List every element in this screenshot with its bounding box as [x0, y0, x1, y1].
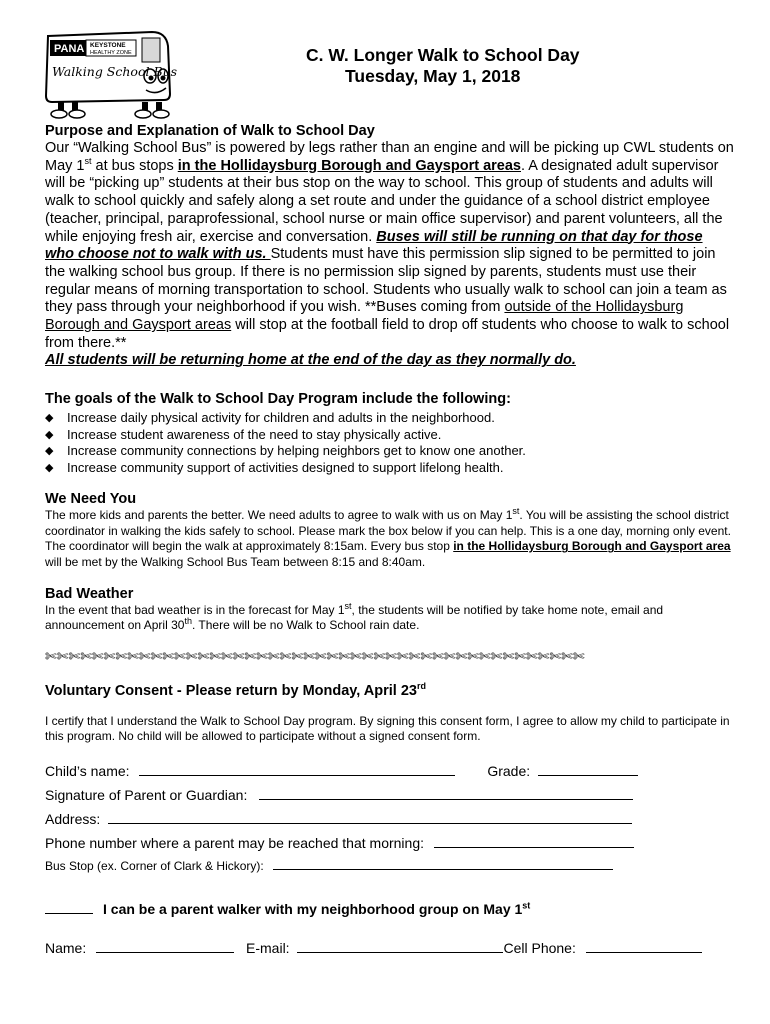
purpose-p2: . A designated adult supervisor will be “picking up” students at their bus stop on the way to school. This group of students and adults will walk to school quickly and safely along a set route and under the guidance of a school district employee (teacher, principal, paraprofessional, school nurse or main office supervisor) and parent volunteers, all the while enjoying fresh air, exercise and conversation.	[45, 157, 723, 245]
title-line1: C. W. Longer Walk to School Day	[306, 45, 580, 65]
purpose-p1: Our “Walking School Bus” is powered by legs rather than an engine and will be picking up CWL students on May 1	[45, 140, 734, 174]
purpose-p3: Students must have this permission slip signed to be permitted to join the walking school bus group. If there is no permission slip signed by parents, students must use their regular means of morning transportation to school. Students who usually walk to school can join a team as they pass through your neighborhood if you wish.	[45, 246, 727, 316]
bus-stop-label: Bus Stop (ex. Corner of Clark & Hickory):	[45, 858, 264, 873]
purpose-outside-area: outside of the Hollidaysburg Borough and Gaysport areas	[45, 299, 684, 334]
parent-walker-checkbox[interactable]	[45, 899, 93, 914]
parent-walker-text: I can be a parent walker with my neighborhood group on May 1	[103, 900, 523, 917]
need-heading: We Need You	[45, 491, 137, 508]
purpose-p1-sup: st	[84, 155, 92, 166]
name-label: Name:	[45, 939, 87, 956]
signature-row	[45, 785, 735, 809]
buses-running-note: Buses will still be running on that day for those who choose not to walk with us.	[45, 228, 703, 263]
email-label: E-mail:	[246, 939, 290, 956]
purpose-paragraph	[45, 140, 735, 370]
phone-field[interactable]	[434, 833, 634, 848]
bus-illustration	[42, 20, 182, 120]
weather-paragraph: In the event that bad weather is in the forecast for May 1st, the students will be notified by take home note, email and announcement on April 30th. There will be no Walk to School rain date.	[45, 600, 664, 633]
list-item: ◆ Increase daily physical activity for children and adults in the neighborhood.	[45, 410, 495, 426]
returning-home-note: All students will be returning home at the end of the day as they normally do.	[45, 352, 576, 369]
purpose-area: in the Hollidaysburg Borough and Gaysport areas	[177, 157, 521, 174]
logo-program-name: Walking School Bus	[52, 64, 178, 79]
goals-list	[45, 410, 735, 476]
need-paragraph: The more kids and parents the better. We need adults to agree to walk with us on May 1st. You will be assisting the school district coordinator in walking the kids safely to school. Please mark the box below if you can help. This is a one day, morning only event. The coordinator will begin the walk at approximately 8:15am. Every bus stop in the Hollidaysburg Borough and Gaysport area will be met by the Walking School Bus Team between 8:15 and 8:40am.	[45, 506, 731, 569]
purpose-p4-start: **Buses coming from	[365, 299, 505, 316]
bus-stop-field[interactable]	[273, 857, 613, 870]
scissors-cut-line: ✄✄✄✄✄✄✄✄✄✄✄✄✄✄✄✄✄✄✄✄✄✄✄✄✄✄✄✄✄✄✄✄✄✄✄✄✄✄✄✄✄✄✄✄✄✄	[45, 647, 585, 664]
list-item: ◆ Increase community connections by helping neighbors get to know one another.	[45, 443, 526, 459]
diamond-bullet-icon: ◆	[45, 428, 54, 441]
cell-phone-field[interactable]	[586, 938, 702, 953]
page-title	[306, 45, 580, 87]
weather-heading: Bad Weather	[45, 585, 134, 602]
name-field[interactable]	[96, 938, 234, 953]
cell-phone-label: Cell Phone:	[503, 939, 576, 956]
purpose-p1b: at bus stops	[91, 157, 178, 174]
child-name-row	[45, 761, 735, 785]
purpose-p4-end: will stop at the football field to drop off students who choose to walk to school from there.**	[45, 317, 730, 351]
child-name-field[interactable]	[139, 761, 455, 776]
address-row	[45, 809, 735, 833]
diamond-bullet-icon: ◆	[45, 412, 54, 425]
list-item: ◆ Increase community support of activities designed to support lifelong health.	[45, 459, 504, 475]
document-body	[45, 122, 735, 962]
title-line2: Tuesday, May 1, 2018	[345, 66, 521, 86]
logo-keystone-line2: HEALTHY ZONE	[90, 50, 132, 56]
grade-field[interactable]	[538, 761, 638, 776]
grade-label: Grade:	[487, 762, 531, 779]
goals-heading: The goals of the Walk to School Day Program include the following:	[45, 391, 511, 408]
bus-stop-row	[45, 857, 735, 881]
logo-keystone-line1: KEYSTONE	[90, 42, 126, 49]
purpose-heading: Purpose and Explanation of Walk to School Day	[45, 123, 375, 139]
walking-school-bus-logo	[42, 20, 182, 120]
address-field[interactable]	[108, 809, 632, 824]
list-item: ◆ Increase student awareness of the need to stay physically active.	[45, 426, 442, 442]
phone-label: Phone number where a parent may be reached that morning:	[45, 834, 425, 851]
signature-field[interactable]	[259, 785, 633, 800]
address-label: Address:	[45, 810, 101, 827]
diamond-bullet-icon: ◆	[45, 445, 54, 458]
logo-brand: PANA	[54, 43, 85, 55]
email-field[interactable]	[297, 938, 503, 953]
child-name-label: Child’s name:	[45, 762, 130, 779]
certify-paragraph: I certify that I understand the Walk to School Day program. By signing this consent form, I agree to allow my child to participate in this program. No child will be allowed to participate without a signed consent form.	[45, 713, 730, 744]
consent-heading: Voluntary Consent - Please return by Monday, April 23rd	[45, 680, 426, 699]
contact-row	[45, 938, 735, 962]
need-area: in the Hollidaysburg Borough and Gaysport area	[453, 539, 731, 554]
parent-walker-row: I can be a parent walker with my neighborhood group on May 1st	[45, 899, 735, 918]
diamond-bullet-icon: ◆	[45, 461, 54, 474]
signature-label: Signature of Parent or Guardian:	[45, 786, 248, 803]
phone-row	[45, 833, 735, 857]
